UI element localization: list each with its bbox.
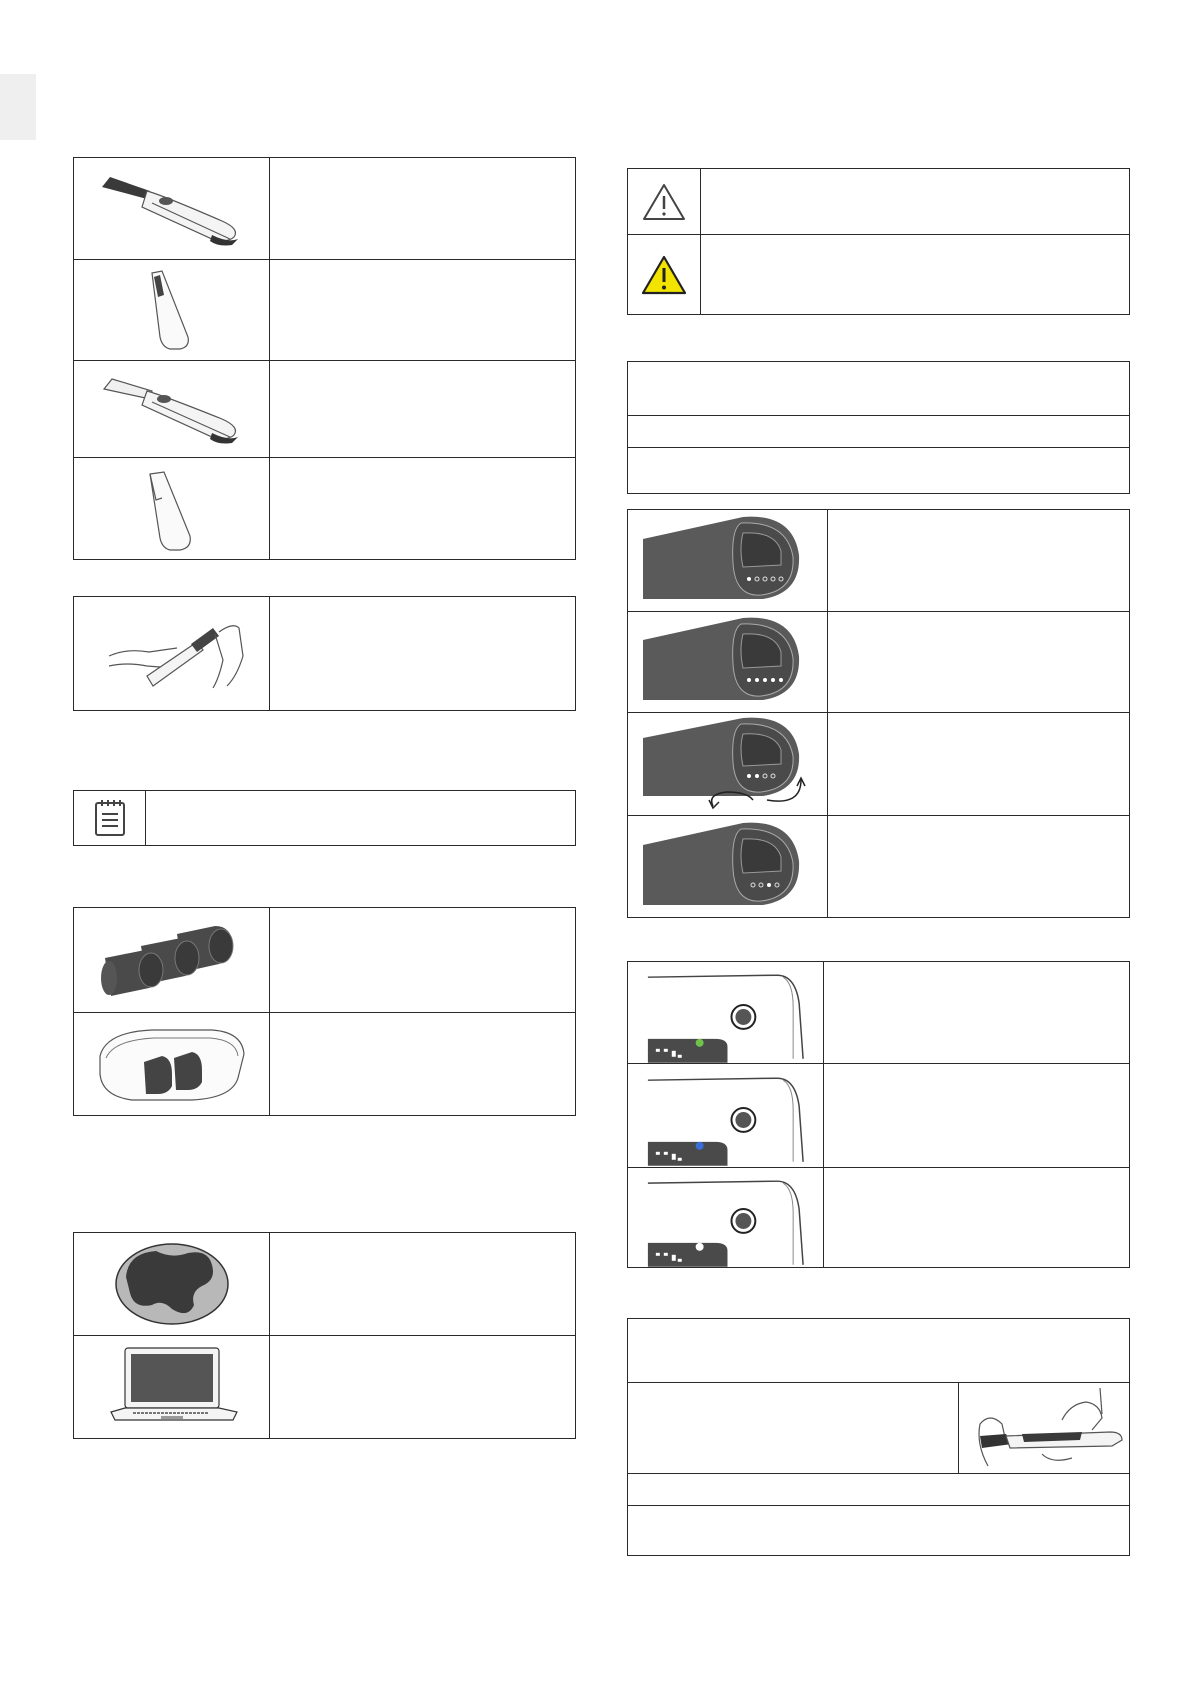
image-cell [74, 361, 270, 457]
scanner-tip-sleeve-open-icon [122, 464, 222, 554]
warning-triangle-yellow-icon [641, 254, 687, 296]
description-cell [270, 908, 575, 1012]
laptop-icon [97, 1342, 247, 1432]
description-cell [270, 1233, 575, 1335]
page-tab-marker [0, 74, 36, 140]
image-cell [74, 458, 270, 559]
table-row [74, 360, 575, 457]
description-cell [270, 260, 575, 360]
description-cell [828, 510, 1129, 611]
description-cell [270, 158, 575, 259]
table-row [74, 791, 575, 845]
warning-text-cell [701, 169, 1129, 234]
table-row [628, 415, 1129, 447]
text-table [627, 361, 1130, 494]
battery-end-leds-left-icon [643, 515, 813, 607]
table-row [628, 1505, 1129, 1555]
battery-led-table [627, 509, 1130, 918]
table-row [628, 362, 1129, 415]
note-table [73, 790, 576, 846]
table-row [74, 1233, 575, 1335]
table-row [628, 815, 1129, 917]
image-cell [628, 612, 828, 712]
image-cell [74, 260, 270, 360]
description-cell [824, 962, 1129, 1063]
final-table [627, 1318, 1130, 1556]
battery-end-leds-all-icon [643, 616, 813, 708]
three-battery-cylinders-icon [97, 920, 247, 1000]
table-row [628, 1382, 1129, 1473]
description-cell [824, 1064, 1129, 1167]
table-row [628, 611, 1129, 712]
image-cell [74, 908, 270, 1012]
table-row [74, 1012, 575, 1115]
extras-table [73, 1232, 576, 1439]
image-cell [628, 1064, 824, 1167]
image-cell [628, 1168, 824, 1267]
table-row [628, 712, 1129, 815]
warning-table [627, 168, 1130, 315]
hands-attaching-tip-icon [87, 604, 257, 704]
table-row [74, 259, 575, 360]
charging-cradle-icon [92, 1024, 252, 1104]
description-cell [828, 816, 1129, 917]
description-cell [828, 713, 1129, 815]
image-cell [74, 1336, 270, 1438]
scanner-tip-sleeve-icon [122, 265, 222, 355]
hands-removing-tip-icon [962, 1384, 1127, 1472]
description-cell [270, 1336, 575, 1438]
description-cell [824, 1168, 1129, 1267]
description-cell [270, 458, 575, 559]
table-row [628, 1063, 1129, 1167]
table-row [628, 234, 1129, 314]
image-cell [74, 158, 270, 259]
handling-table [73, 596, 576, 711]
table-row [74, 457, 575, 559]
image-cell [628, 816, 828, 917]
table-row [74, 908, 575, 1012]
description-cell [628, 1383, 958, 1473]
cradle-status-table [627, 961, 1130, 1268]
table-row [628, 1167, 1129, 1267]
image-cell [74, 597, 270, 710]
calibration-pad-icon [112, 1239, 232, 1329]
icon-cell [628, 169, 701, 234]
image-cell [74, 1013, 270, 1115]
warning-text-cell [701, 235, 1129, 314]
table-row [74, 158, 575, 259]
notepad-icon [92, 798, 128, 838]
table-row [74, 597, 575, 710]
image-cell [628, 962, 824, 1063]
image-cell [628, 713, 828, 815]
cradle-led-blue-icon [628, 1066, 823, 1166]
scanner-wand-light-tip-icon [92, 369, 252, 449]
description-cell [270, 1013, 575, 1115]
caution-triangle-outline-icon [642, 182, 686, 222]
battery-end-leds-partial-icon [643, 821, 813, 913]
battery-end-leds-rotate-icon [643, 716, 813, 812]
description-cell [270, 361, 575, 457]
table-row [628, 1319, 1129, 1382]
image-cell [74, 1233, 270, 1335]
cradle-led-white-icon [628, 1169, 823, 1267]
description-cell [270, 597, 575, 710]
table-row [628, 1473, 1129, 1505]
image-cell [628, 510, 828, 611]
icon-cell [74, 791, 146, 845]
table-row [628, 510, 1129, 611]
components-table [73, 157, 576, 560]
icon-cell [628, 235, 701, 314]
image-cell [958, 1383, 1129, 1473]
table-row [628, 447, 1129, 493]
cradle-led-green-icon [628, 963, 823, 1063]
accessories-table [73, 907, 576, 1116]
table-row [74, 1335, 575, 1438]
note-text-cell [146, 791, 575, 845]
scanner-wand-dark-tip-icon [92, 169, 252, 249]
table-row [628, 962, 1129, 1063]
description-cell [828, 612, 1129, 712]
table-row [628, 169, 1129, 234]
